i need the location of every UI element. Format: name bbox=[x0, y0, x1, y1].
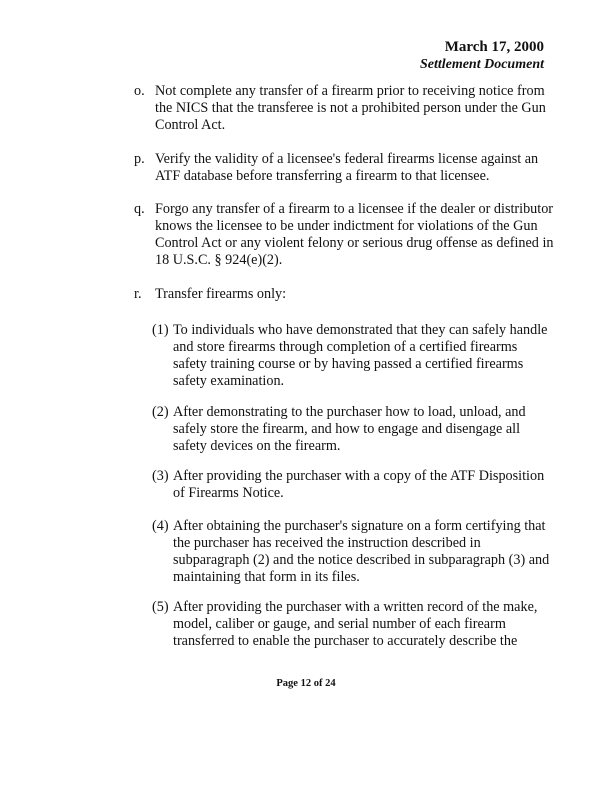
sub-marker: (4) bbox=[152, 518, 169, 534]
sub-item-text: After providing the purchaser with a written record of the make, model, caliber or gauge, and serial number of each firearm transferred to enable the purchaser to accurately describe the bbox=[173, 599, 538, 649]
list-marker: r. bbox=[134, 286, 142, 302]
sub-item-text: After obtaining the purchaser's signature on a form certifying that the purchaser has received the instruction described in subparagraph (2) and the notice described in subparagraph (3) and maintaining that form in its files. bbox=[173, 518, 550, 585]
list-item-text: Forgo any transfer of a firearm to a licensee if the dealer or distributor knows the licensee to be under indictment for violations of the Gun Control Act or any violent felony or serious drug offense as defined in 18 U.S.C. § 924(e)(2). bbox=[155, 201, 554, 268]
sub-item-3 bbox=[152, 468, 552, 502]
list-marker: q. bbox=[134, 201, 145, 217]
list-item-text: Transfer firearms only: bbox=[155, 286, 287, 302]
sub-item-text: After demonstrating to the purchaser how to load, unload, and safely store the firearm, and how to engage and disengage all safety devices on the firearm. bbox=[173, 404, 526, 454]
list-item-r bbox=[134, 286, 554, 303]
list-item-text: Not complete any transfer of a firearm prior to receiving notice from the NICS that the transferee is not a prohibited person under the Gun Control Act. bbox=[155, 83, 546, 133]
sub-marker: (1) bbox=[152, 322, 169, 338]
sub-item-1 bbox=[152, 322, 552, 390]
sub-item-5 bbox=[152, 599, 552, 650]
sub-marker: (3) bbox=[152, 468, 169, 484]
sub-item-text: After providing the purchaser with a copy of the ATF Disposition of Firearms Notice. bbox=[173, 468, 545, 501]
sub-item-text: To individuals who have demonstrated that they can safely handle and store firearms through completion of a certified firearms safety training course or by having passed a certified firearms safety examination. bbox=[173, 322, 548, 389]
list-item-p bbox=[134, 151, 554, 185]
list-marker: p. bbox=[134, 151, 145, 167]
page-header bbox=[420, 38, 544, 74]
header-date: March 17, 2000 bbox=[444, 39, 544, 55]
page-number: Page 12 of 24 bbox=[276, 678, 336, 689]
list-item-o bbox=[134, 83, 554, 134]
sub-marker: (5) bbox=[152, 599, 169, 615]
list-marker: o. bbox=[134, 83, 145, 99]
header-document-title: Settlement Document bbox=[419, 57, 544, 72]
sub-item-2 bbox=[152, 404, 552, 455]
sub-marker: (2) bbox=[152, 404, 169, 420]
list-item-text: Verify the validity of a licensee's federal firearms license against an ATF database before transferring a firearm to that licensee. bbox=[155, 151, 539, 184]
sub-item-4 bbox=[152, 518, 552, 586]
list-item-q bbox=[134, 201, 554, 269]
